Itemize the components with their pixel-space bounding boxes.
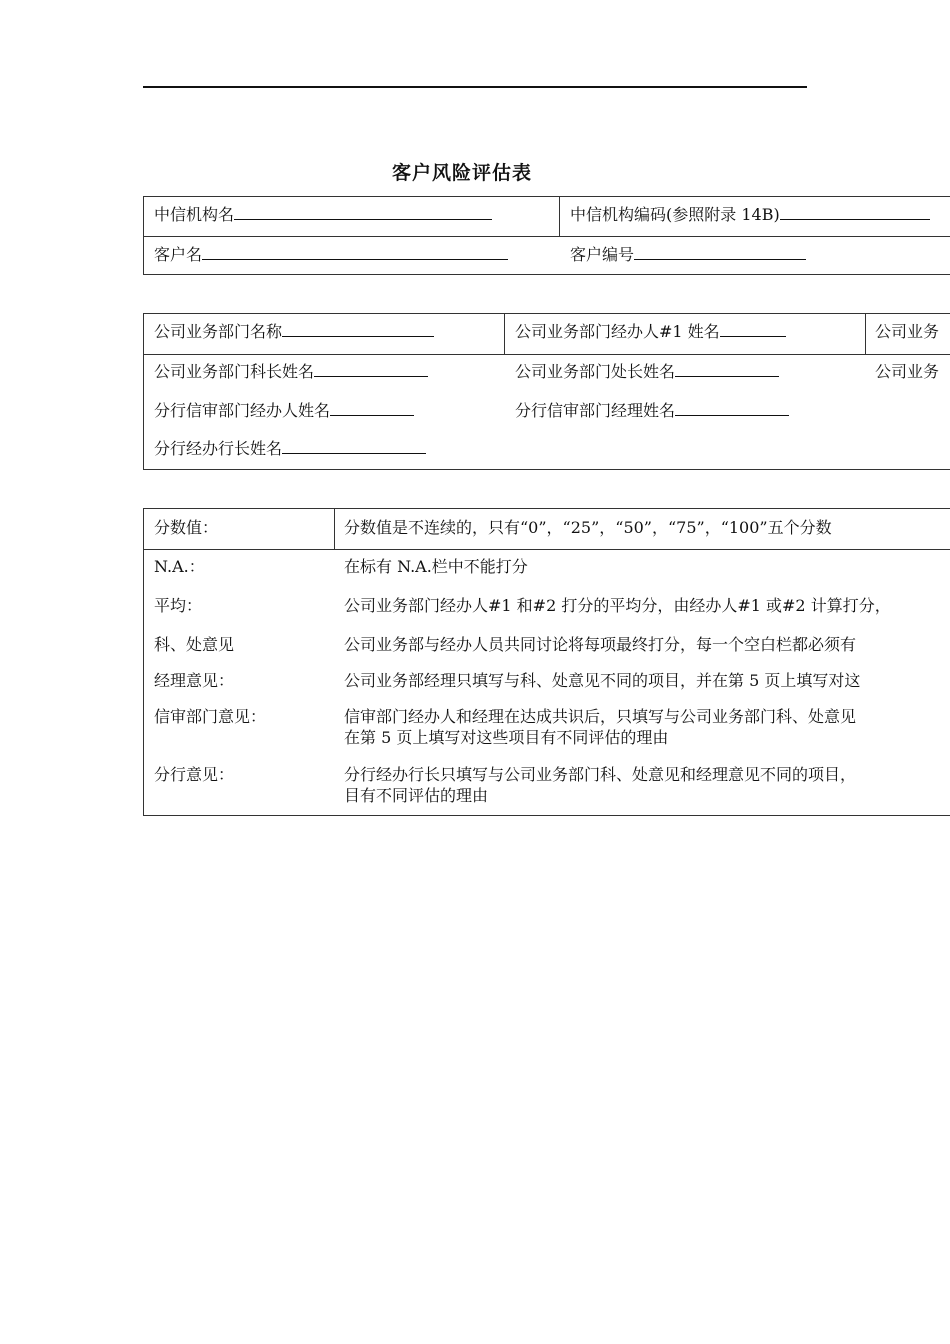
legend-desc: 信审部门经办人和经理在达成共识后，只填写与公司业务部门科、处意见	[344, 707, 857, 726]
credit-handler-field[interactable]	[154, 401, 414, 421]
divider	[144, 549, 950, 550]
handler1-field[interactable]	[515, 322, 786, 342]
section-chief-blank[interactable]	[314, 362, 428, 377]
legend-label: 分数值：	[154, 518, 219, 537]
legend-table	[143, 508, 950, 816]
customer-name-label: 客户名	[154, 245, 203, 264]
legend-desc: 分行经办行长只填写与公司业务部门科、处意见和经理意见不同的项目，	[344, 765, 857, 784]
dept-name-label: 公司业务部门名称	[154, 322, 283, 341]
divider	[144, 354, 950, 355]
legend-label: N.A.：	[154, 557, 205, 576]
handler1-blank[interactable]	[720, 322, 786, 337]
divider	[144, 236, 950, 237]
legend-label: 分行意见：	[154, 765, 235, 784]
org-code-blank[interactable]	[780, 205, 930, 220]
header-rule	[143, 86, 807, 88]
legend-desc: 公司业务部经理只填写与科、处意见不同的项目，并在第 5 页上填写对这	[344, 671, 861, 690]
col3-row2-label: 公司业务	[875, 362, 940, 381]
branch-head-blank[interactable]	[282, 439, 426, 454]
dept-name-field[interactable]	[154, 322, 434, 342]
dept-name-blank[interactable]	[282, 322, 434, 337]
credit-manager-label: 分行信审部门经理姓名	[515, 401, 676, 420]
legend-desc: 在标有 N.A.栏中不能打分	[344, 557, 528, 576]
page-title-text: 客户风险评估表	[391, 162, 532, 184]
credit-manager-blank[interactable]	[675, 401, 789, 416]
org-name-field[interactable]	[154, 205, 492, 225]
division-head-label: 公司业务部门处长姓名	[515, 362, 676, 381]
division-head-field[interactable]	[515, 362, 779, 382]
credit-handler-blank[interactable]	[330, 401, 414, 416]
legend-label: 科、处意见	[154, 635, 235, 654]
customer-name-field[interactable]	[154, 245, 508, 265]
division-head-blank[interactable]	[675, 362, 779, 377]
org-name-label: 中信机构名	[154, 205, 235, 224]
org-name-blank[interactable]	[234, 205, 492, 220]
legend-label: 平均：	[154, 596, 203, 615]
divider	[865, 314, 866, 354]
handler1-label: 公司业务部门经办人#1 姓名	[515, 322, 720, 341]
branch-head-field[interactable]	[154, 439, 426, 459]
credit-manager-field[interactable]	[515, 401, 789, 421]
legend-desc: 公司业务部与经办人员共同讨论将每项最终打分，每一个空白栏都必须有	[344, 635, 857, 654]
org-code-field[interactable]	[570, 205, 930, 225]
col3-row1-field[interactable]	[875, 322, 939, 342]
page-title	[0, 158, 950, 185]
customer-no-field[interactable]	[570, 245, 806, 265]
branch-head-label: 分行经办行长姓名	[154, 439, 283, 458]
customer-no-blank[interactable]	[634, 245, 806, 260]
divider	[504, 314, 505, 354]
section-chief-field[interactable]	[154, 362, 428, 382]
personnel-table	[143, 313, 950, 470]
legend-desc: 公司业务部门经办人#1 和#2 打分的平均分，由经办人#1 或#2 计算打分，	[344, 596, 891, 615]
legend-desc-cont: 目有不同评估的理由	[344, 786, 489, 805]
customer-no-label: 客户编号	[570, 245, 635, 264]
legend-desc-cont: 在第 5 页上填写对这些项目有不同评估的理由	[344, 728, 669, 747]
divider	[559, 197, 560, 236]
org-code-label: 中信机构编码(参照附录 14B)	[570, 205, 780, 224]
col3-row2-field[interactable]	[875, 362, 939, 382]
col3-row1-label: 公司业务	[875, 322, 940, 341]
legend-desc: 分数值是不连续的，只有“0”，“25”，“50”，“75”，“100”五个分数	[344, 518, 832, 537]
legend-label: 经理意见：	[154, 671, 235, 690]
legend-label: 信审部门意见：	[154, 707, 267, 726]
credit-handler-label: 分行信审部门经办人姓名	[154, 401, 331, 420]
divider	[334, 509, 335, 549]
customer-name-blank[interactable]	[202, 245, 508, 260]
org-customer-table	[143, 196, 950, 275]
section-chief-label: 公司业务部门科长姓名	[154, 362, 315, 381]
